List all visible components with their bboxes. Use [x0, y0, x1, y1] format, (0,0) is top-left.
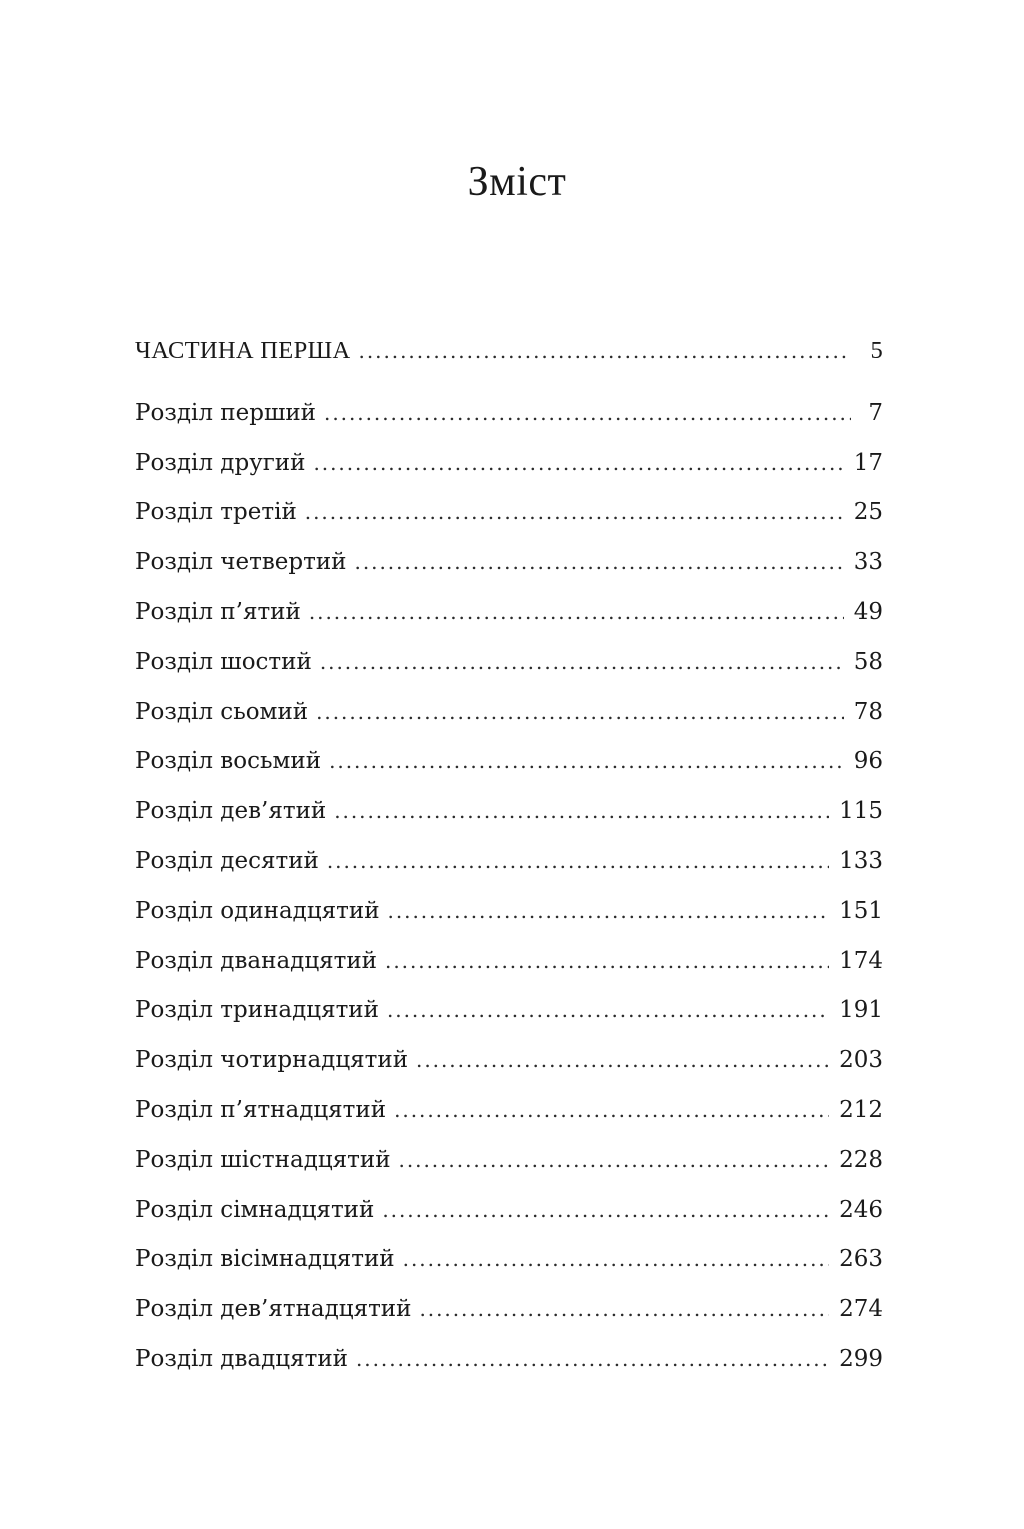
toc-entry-label: ЧАСТИНА ПЕРША [135, 337, 351, 364]
toc-entry-page: 58 [853, 648, 883, 675]
toc-entry-label: Розділ дев’ятий [135, 798, 327, 825]
toc-entry-page: 5 [870, 337, 883, 364]
toc-chapter-entry[interactable] [135, 937, 883, 987]
toc-chapter-entry[interactable] [135, 787, 883, 837]
toc-entry-label: Розділ вісімнадцятий [135, 1246, 395, 1273]
toc-entry-label: Розділ шостий [135, 648, 312, 675]
toc-entry-label: Розділ восьмий [135, 748, 322, 775]
toc-entry-label: Розділ сьомий [135, 698, 309, 725]
toc-chapter-entry[interactable] [135, 439, 883, 489]
table-of-contents [135, 326, 883, 1385]
toc-part-entry[interactable] [135, 326, 883, 376]
toc-chapter-entry[interactable] [135, 986, 883, 1036]
dot-leader [359, 327, 852, 377]
toc-entry-page: 212 [839, 1096, 883, 1123]
toc-entry-page: 246 [839, 1196, 883, 1223]
toc-entry-page: 299 [839, 1345, 883, 1372]
dot-leader [387, 986, 829, 1036]
toc-entry-page: 49 [853, 598, 883, 625]
dot-leader [309, 588, 844, 638]
toc-chapter-entry[interactable] [135, 737, 883, 787]
toc-entry-page: 174 [839, 947, 883, 974]
dot-leader [320, 638, 844, 688]
toc-chapter-entry[interactable] [135, 389, 883, 439]
toc-entry-page: 33 [853, 549, 883, 576]
toc-entry-label: Розділ одинадцятий [135, 897, 380, 924]
toc-chapter-entry[interactable] [135, 1335, 883, 1385]
dot-leader [313, 439, 843, 489]
toc-entry-label: Розділ другий [135, 449, 306, 476]
toc-entry-page: 133 [839, 847, 883, 874]
toc-chapter-entry[interactable] [135, 837, 883, 887]
dot-leader [382, 1186, 829, 1236]
dot-leader [385, 937, 829, 987]
toc-entry-label: Розділ дев’ятнадцятий [135, 1296, 412, 1323]
toc-entry-page: 263 [839, 1246, 883, 1273]
toc-entry-label: Розділ четвертий [135, 549, 347, 576]
toc-chapter-entry[interactable] [135, 1186, 883, 1236]
toc-entry-page: 96 [853, 748, 883, 775]
toc-entry-page: 151 [839, 897, 883, 924]
toc-entry-label: Розділ тринадцятий [135, 997, 379, 1024]
toc-entry-label: Розділ чотирнадцятий [135, 1047, 409, 1074]
toc-entry-label: Розділ п’ятнадцятий [135, 1096, 387, 1123]
toc-entry-page: 17 [853, 449, 883, 476]
toc-chapter-entry[interactable] [135, 538, 883, 588]
toc-entry-page: 203 [839, 1047, 883, 1074]
toc-entry-page: 274 [839, 1296, 883, 1323]
toc-entry-label: Розділ шістнадцятий [135, 1146, 391, 1173]
dot-leader [356, 1335, 829, 1385]
toc-entry-page: 25 [853, 499, 883, 526]
toc-chapter-entry[interactable] [135, 638, 883, 688]
dot-leader [394, 1086, 829, 1136]
page-title: Зміст [467, 159, 567, 205]
toc-entry-label: Розділ дванадцятий [135, 947, 378, 974]
toc-chapter-entry[interactable] [135, 588, 883, 638]
toc-chapter-entry[interactable] [135, 1136, 883, 1186]
dot-leader [329, 737, 844, 787]
toc-entry-label: Розділ сімнадцятий [135, 1196, 375, 1223]
dot-leader [399, 1136, 830, 1186]
dot-leader [334, 787, 829, 837]
dot-leader [316, 688, 844, 738]
toc-entry-label: Розділ перший [135, 399, 317, 426]
toc-entry-page: 78 [853, 698, 883, 725]
toc-chapter-entry[interactable] [135, 887, 883, 937]
toc-entry-page: 191 [839, 997, 883, 1024]
toc-chapter-entry[interactable] [135, 1285, 883, 1335]
toc-chapter-entry[interactable] [135, 488, 883, 538]
toc-chapter-entry[interactable] [135, 688, 883, 738]
toc-entry-label: Розділ двадцятий [135, 1345, 348, 1372]
toc-entry-page: 228 [839, 1146, 883, 1173]
dot-leader [355, 538, 844, 588]
dot-leader [327, 837, 829, 887]
dot-leader [324, 389, 851, 439]
toc-entry-page: 7 [868, 399, 883, 426]
dot-leader [388, 887, 830, 937]
toc-chapter-entry[interactable] [135, 1036, 883, 1086]
toc-entry-label: Розділ десятий [135, 847, 319, 874]
toc-chapter-entry[interactable] [135, 1086, 883, 1136]
dot-leader [416, 1036, 829, 1086]
dot-leader [403, 1235, 829, 1285]
toc-chapter-entry[interactable] [135, 1235, 883, 1285]
dot-leader [305, 488, 844, 538]
toc-entry-label: Розділ п’ятий [135, 598, 301, 625]
dot-leader [419, 1285, 829, 1335]
toc-entry-page: 115 [839, 798, 883, 825]
toc-entry-label: Розділ третій [135, 499, 297, 526]
